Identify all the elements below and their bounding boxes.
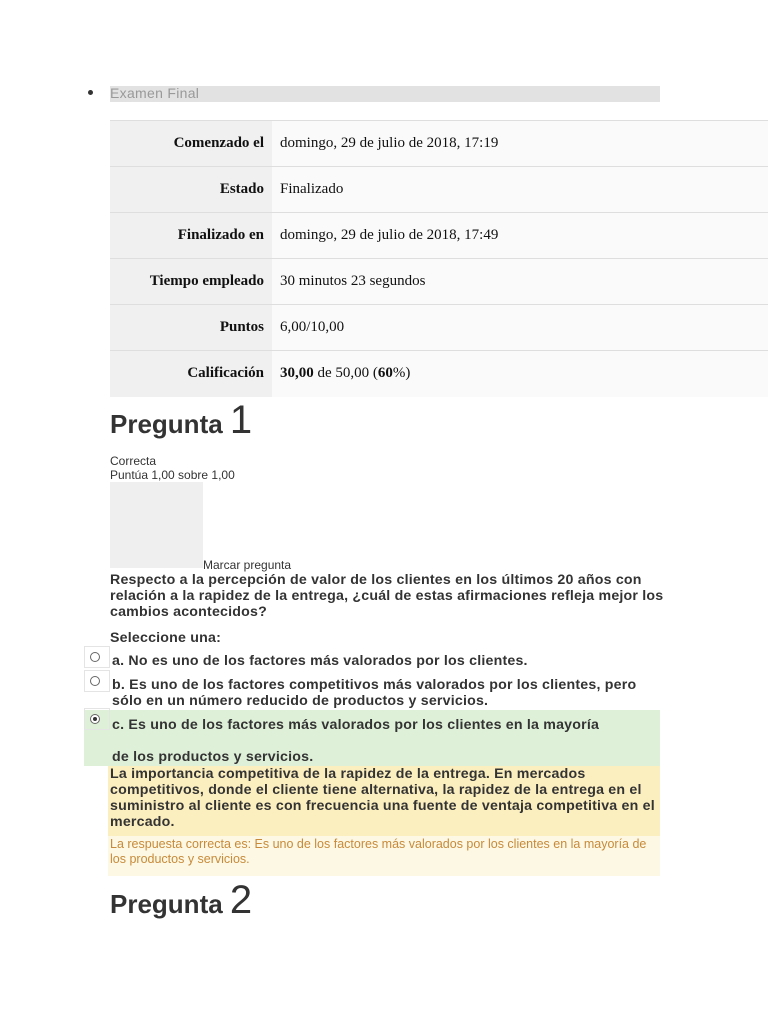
select-one-prompt: Seleccione una: [110,630,222,646]
row-label: Estado [110,167,272,213]
option-a-radio-container[interactable] [84,646,110,668]
row-label: Comenzado el [110,121,272,167]
row-label: Calificación [110,351,272,397]
option-b-label[interactable]: b. Es uno de los factores competitivos más valorados por los clientes, pero sólo en un número reducido de productos y servicios. [112,677,637,709]
question-state: Correcta [110,454,157,468]
table-row [110,121,768,167]
question-number: 1 [229,398,253,442]
row-label: Puntos [110,305,272,351]
breadcrumb-link-examen-final[interactable]: Examen Final [110,85,200,101]
flag-question-link[interactable]: Marcar pregunta [203,558,292,572]
question-text: Respecto a la percepción de valor de los clientes en los últimos 20 años con relación a la rapidez de la entrega, ¿cuál de estas afirmaciones refleja mejor los cambios acontecidos? [110,572,664,620]
breadcrumb [110,86,660,102]
option-a-radio[interactable] [90,652,100,662]
question-title-label: Pregunta [110,409,223,439]
question-number: 2 [229,878,253,922]
grade-end: %) [392,365,411,382]
row-label: Finalizado en [110,213,272,259]
right-answer-text: La respuesta correcta es: Es uno de los factores más valorados por los clientes en la mayoría de los productos y servicios. [110,837,647,866]
row-value: 6,00/10,00 [272,305,768,351]
row-value: 30 minutos 23 segundos [272,259,768,305]
table-row [110,167,768,213]
option-c-radio-container[interactable] [84,708,110,730]
row-value: domingo, 29 de julio de 2018, 17:49 [272,213,768,259]
row-value: Finalizado [272,167,768,213]
question-title-label: Pregunta [110,889,223,919]
right-answer-box [108,836,660,876]
table-row [110,259,768,305]
grade-value [272,351,768,397]
general-feedback [108,766,660,836]
table-row [110,351,768,397]
option-c-radio[interactable] [90,714,100,724]
question-2-title [110,878,252,923]
option-b-radio-container[interactable] [84,670,110,692]
table-row [110,305,768,351]
attempt-summary-table [110,120,768,397]
bullet-icon [88,90,93,95]
option-c-label-line1[interactable]: c. Es uno de los factores más valorados por los clientes en la mayoría [112,717,600,733]
flag-icon[interactable] [110,482,203,568]
row-value: domingo, 29 de julio de 2018, 17:19 [272,121,768,167]
grade-total: de 50,00 ( [313,365,378,382]
option-c-label-line2[interactable]: de los productos y servicios. [112,749,314,765]
grade-percent: 60 [377,365,393,382]
question-info [110,454,235,482]
option-a-label[interactable]: a. No es uno de los factores más valorados por los clientes. [112,653,528,669]
row-label: Tiempo empleado [110,259,272,305]
question-grade: Puntúa 1,00 sobre 1,00 [110,468,235,482]
table-row [110,213,768,259]
option-b-radio[interactable] [90,676,100,686]
question-1-title [110,398,252,443]
grade-score: 30,00 [280,365,314,382]
feedback-text: La importancia competitiva de la rapidez de la entrega. En mercados competitivos, donde el cliente tiene alternativa, la rapidez de la entrega en el suministro al cliente es con frecuencia una fuente de ventaja competitiva en el mercado. [110,766,655,830]
